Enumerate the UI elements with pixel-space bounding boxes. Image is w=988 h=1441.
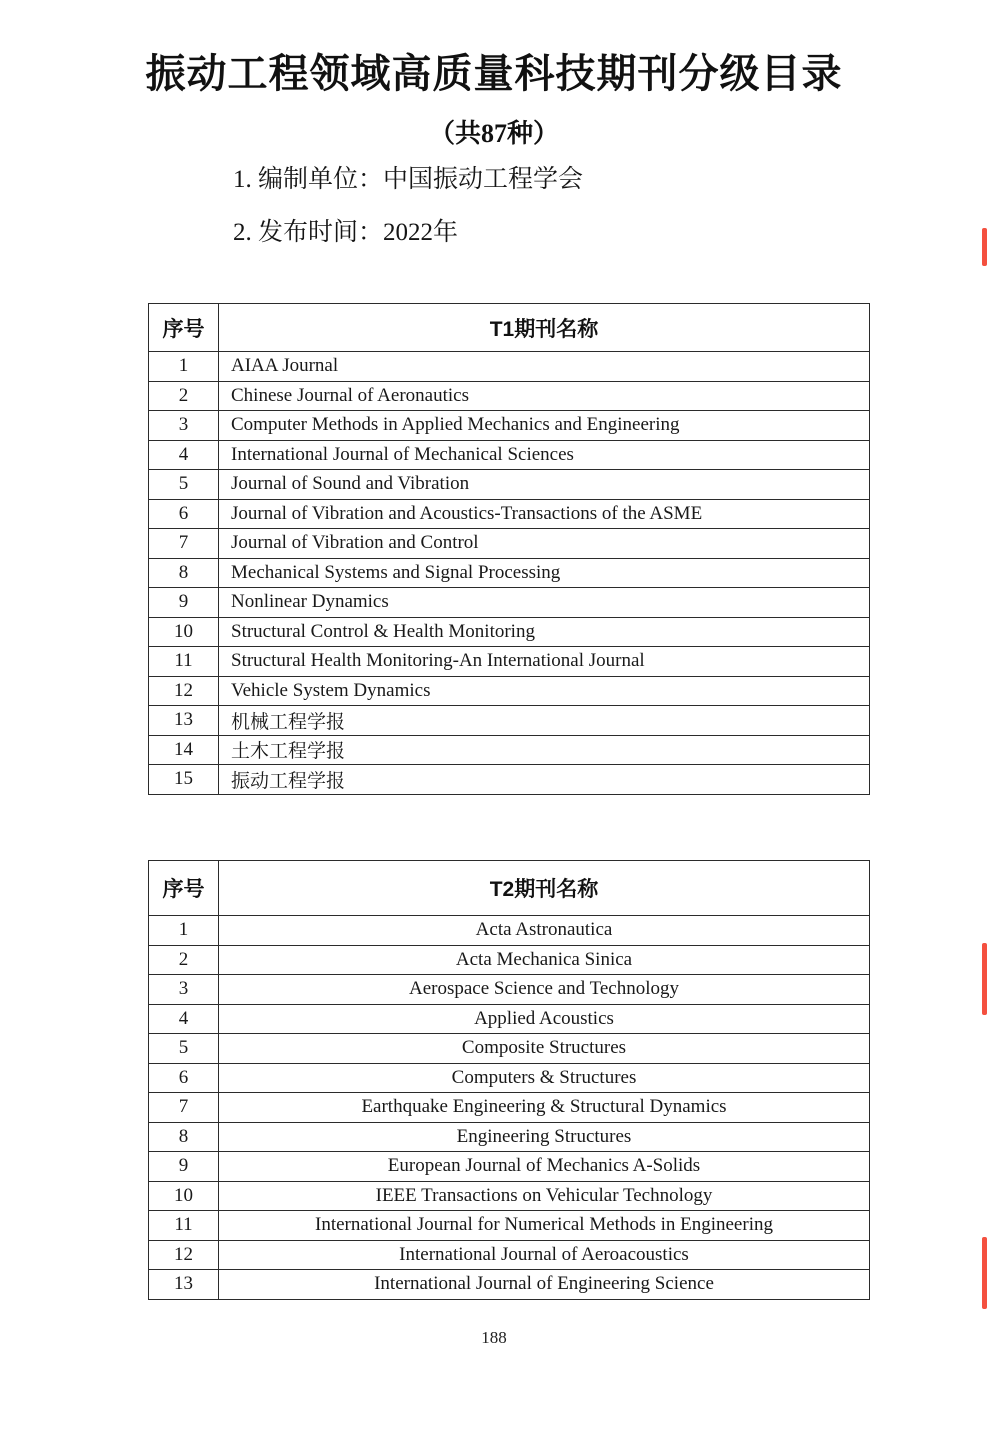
- journal-name-cell: IEEE Transactions on Vehicular Technology: [219, 1181, 870, 1211]
- row-index-cell: 13: [149, 706, 219, 736]
- row-index-cell: 1: [149, 352, 219, 382]
- table-row: [149, 381, 870, 411]
- column-header-index: 序号: [149, 304, 219, 352]
- table-row: [149, 1004, 870, 1034]
- table-row: [149, 676, 870, 706]
- row-index-cell: 9: [149, 1152, 219, 1182]
- table-row: [149, 975, 870, 1005]
- row-index-cell: 8: [149, 1122, 219, 1152]
- column-header-t1-journal-name: T1期刊名称: [219, 304, 870, 352]
- row-index-cell: 5: [149, 1034, 219, 1064]
- row-index-cell: 7: [149, 529, 219, 559]
- row-index-cell: 7: [149, 1093, 219, 1123]
- journal-name-cell: AIAA Journal: [219, 352, 870, 382]
- journal-name-cell: Aerospace Science and Technology: [219, 975, 870, 1005]
- table-row: [149, 1034, 870, 1064]
- row-index-cell: 9: [149, 588, 219, 618]
- journal-name-cell: European Journal of Mechanics A-Solids: [219, 1152, 870, 1182]
- row-index-cell: 12: [149, 1240, 219, 1270]
- row-index-cell: 13: [149, 1270, 219, 1300]
- table-row: [149, 440, 870, 470]
- row-index-cell: 6: [149, 499, 219, 529]
- journal-count-subtitle: （共87种）: [428, 119, 559, 148]
- table-row: [149, 916, 870, 946]
- row-index-cell: 11: [149, 647, 219, 677]
- row-index-cell: 11: [149, 1211, 219, 1241]
- journal-name-cell: 机械工程学报: [219, 706, 870, 736]
- journal-name-cell: Engineering Structures: [219, 1122, 870, 1152]
- row-index-cell: 8: [149, 558, 219, 588]
- journal-name-cell: International Journal of Aeroacoustics: [219, 1240, 870, 1270]
- table-row: [149, 1181, 870, 1211]
- table-row: [149, 1270, 870, 1300]
- journal-name-cell: Acta Mechanica Sinica: [219, 945, 870, 975]
- journal-name-cell: International Journal for Numerical Methods in Engineering: [219, 1211, 870, 1241]
- t1-journal-table: [148, 303, 870, 795]
- journal-name-cell: Journal of Sound and Vibration: [219, 470, 870, 500]
- table-row: [149, 1063, 870, 1093]
- table-header-row: [149, 304, 870, 352]
- journal-name-cell: Computer Methods in Applied Mechanics and Engineering: [219, 411, 870, 441]
- table-row: [149, 1152, 870, 1182]
- journal-name-cell: Acta Astronautica: [219, 916, 870, 946]
- row-index-cell: 10: [149, 1181, 219, 1211]
- journal-name-cell: Structural Control & Health Monitoring: [219, 617, 870, 647]
- table-row: [149, 470, 870, 500]
- table-row: [149, 411, 870, 441]
- row-index-cell: 5: [149, 470, 219, 500]
- journal-name-cell: Journal of Vibration and Acoustics-Transactions of the ASME: [219, 499, 870, 529]
- row-index-cell: 2: [149, 945, 219, 975]
- row-index-cell: 3: [149, 411, 219, 441]
- table-row: [149, 499, 870, 529]
- row-index-cell: 6: [149, 1063, 219, 1093]
- compiler-line: 1. 编制单位：中国振动工程学会: [233, 166, 584, 193]
- journal-name-cell: Nonlinear Dynamics: [219, 588, 870, 618]
- table-row: [149, 1122, 870, 1152]
- column-header-t2-journal-name: T2期刊名称: [219, 861, 870, 916]
- page-number: 188: [481, 1328, 507, 1347]
- table-row: [149, 1240, 870, 1270]
- table-row: [149, 352, 870, 382]
- journal-name-cell: Applied Acoustics: [219, 1004, 870, 1034]
- t2-journal-table: [148, 860, 870, 1300]
- journal-name-cell: 振动工程学报: [219, 765, 870, 795]
- journal-name-cell: Vehicle System Dynamics: [219, 676, 870, 706]
- publish-date-line: 2. 发布时间：2022年: [233, 219, 459, 246]
- journal-name-cell: Composite Structures: [219, 1034, 870, 1064]
- table-row: [149, 735, 870, 765]
- page-title: 振动工程领域高质量科技期刊分级目录: [145, 51, 843, 96]
- table-row: [149, 588, 870, 618]
- journal-name-cell: Journal of Vibration and Control: [219, 529, 870, 559]
- row-index-cell: 3: [149, 975, 219, 1005]
- row-index-cell: 4: [149, 1004, 219, 1034]
- highlight-mark: [982, 228, 987, 266]
- highlight-mark: [982, 1237, 987, 1309]
- table-row: [149, 1211, 870, 1241]
- journal-name-cell: International Journal of Mechanical Sciences: [219, 440, 870, 470]
- journal-name-cell: Structural Health Monitoring-An International Journal: [219, 647, 870, 677]
- meta-list: [233, 163, 583, 269]
- journal-name-cell: Computers & Structures: [219, 1063, 870, 1093]
- row-index-cell: 4: [149, 440, 219, 470]
- table-row: [149, 1093, 870, 1123]
- row-index-cell: 14: [149, 735, 219, 765]
- row-index-cell: 1: [149, 916, 219, 946]
- table-row: [149, 529, 870, 559]
- column-header-index: 序号: [149, 861, 219, 916]
- table-row: [149, 945, 870, 975]
- table-row: [149, 765, 870, 795]
- highlight-mark: [982, 943, 987, 1015]
- journal-name-cell: Earthquake Engineering & Structural Dynamics: [219, 1093, 870, 1123]
- table-header-row: [149, 861, 870, 916]
- row-index-cell: 15: [149, 765, 219, 795]
- table-row: [149, 706, 870, 736]
- journal-name-cell: Chinese Journal of Aeronautics: [219, 381, 870, 411]
- table-row: [149, 647, 870, 677]
- journal-name-cell: International Journal of Engineering Science: [219, 1270, 870, 1300]
- row-index-cell: 2: [149, 381, 219, 411]
- table-row: [149, 617, 870, 647]
- journal-name-cell: Mechanical Systems and Signal Processing: [219, 558, 870, 588]
- row-index-cell: 12: [149, 676, 219, 706]
- journal-name-cell: 土木工程学报: [219, 735, 870, 765]
- row-index-cell: 10: [149, 617, 219, 647]
- table-row: [149, 558, 870, 588]
